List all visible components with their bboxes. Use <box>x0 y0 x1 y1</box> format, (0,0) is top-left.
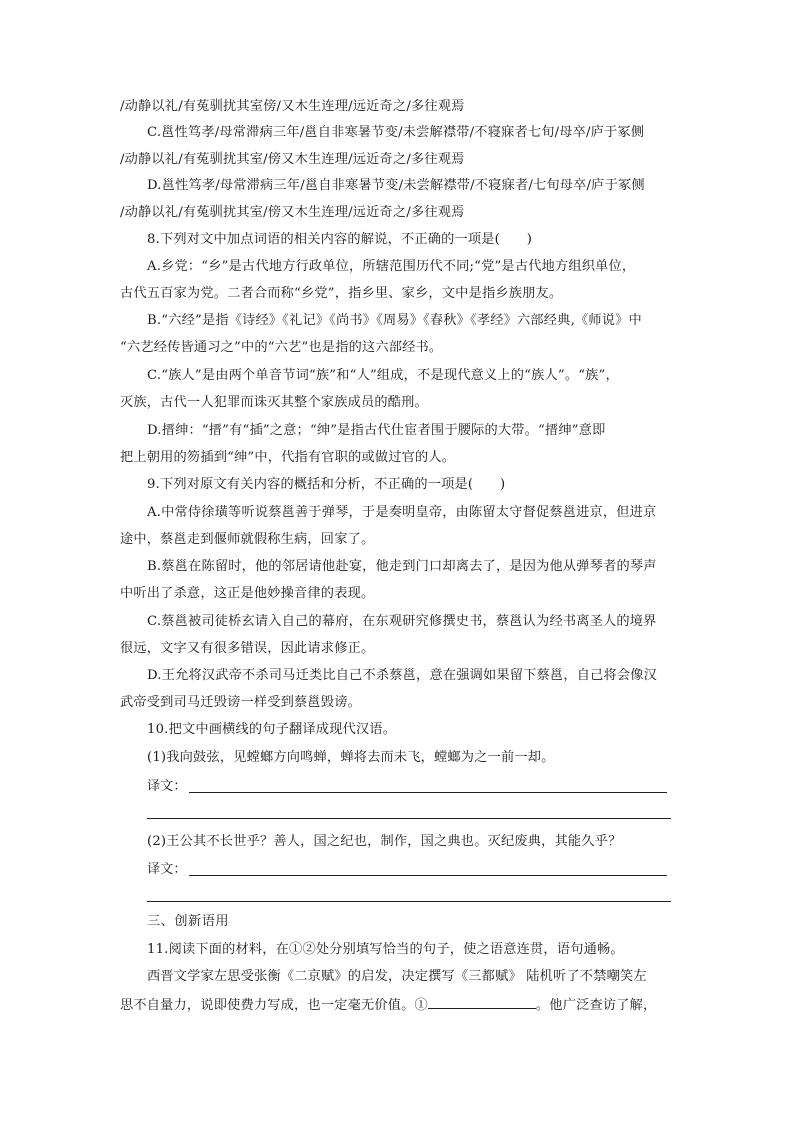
fill-blank-1[interactable] <box>428 995 536 1009</box>
q8-option-a-line2: 古代五百家为党。二者合而称“乡党”，指乡里、家乡，文中是指乡族朋友。 <box>120 286 563 301</box>
q9-option-b-line1: B.蔡邕在陈留时，他的邻居请他赴宴，他走到门口却离去了，是因为他从弹琴者的琴声 <box>147 559 657 574</box>
q8-option-d-line1: D.搢绅：“搢”有“插”之意；“绅”是指古代仕宦者围于腰际的大带。“搢绅”意即 <box>147 423 606 438</box>
option-d-line2: /动静以礼/有菟驯扰其室/傍又木生连理/远近奇之/多往观焉 <box>120 205 465 220</box>
q8-option-c-line1: C.“族人”是由两个单音节词“族”和“人”组成，不是现代意义上的“族人”。“族”， <box>147 368 619 383</box>
passage-text-after-blank: 。他广泛查访了解， <box>535 998 657 1013</box>
section-heading: 三、创新语用 <box>147 914 230 929</box>
q8-option-a-line1: A.乡党：“乡”是古代地方行政单位，所辖范围历代不同;“党”是古代地方组织单位， <box>147 259 636 274</box>
answer-line-continued[interactable] <box>147 818 671 819</box>
q8-option-c-line2: 灭族，古代一人犯罪而诛灭其整个家族成员的酷刑。 <box>120 395 428 410</box>
question-9: 9.下列对原文有关内容的概括和分析，不正确的一项是( ) <box>147 477 506 492</box>
option-d-line1: D.邕性笃孝/母常滞病三年/邕自非寒暑节变/未尝解襟带/不寝寐者/七旬母卒/庐于冢侧 <box>147 178 645 193</box>
q8-option-b-line1: B.“六经”是指《诗经》《礼记》《尚书》《周易》《春秋》《孝经》六部经典,《师说》中 <box>147 313 642 328</box>
translation-label: 译文： <box>147 779 187 794</box>
q9-option-a-line1: A.中常侍徐璜等听说蔡邕善于弹琴，于是奏明皇帝，由陈留太守督促蔡邕进京，但进京 <box>147 505 657 520</box>
q9-option-d-line1: D.王允将汉武帝不杀司马迁类比自己不杀蔡邕，意在强调如果留下蔡邕，自己将会像汉 <box>147 668 658 683</box>
q9-option-d-line2: 武帝受到司马迁毁谤一样受到蔡邕毁谤。 <box>120 695 361 710</box>
q8-option-d-line2: 把上朝用的笏插到“绅”中，代指有官职的或做过官的人。 <box>120 450 456 465</box>
q9-option-a-line2: 途中，蔡邕走到偃师就假称生病，回家了。 <box>120 532 375 547</box>
q10-sentence-2: (2)王公其不长世乎？善人，国之纪也，制作，国之典也。灭纪废典，其能久乎？ <box>147 834 622 849</box>
q9-option-c-line1: C.蔡邕被司徒桥玄请入自己的幕府，在东观研究修撰史书，蔡邕认为经书离圣人的境界 <box>147 614 657 629</box>
answer-line[interactable] <box>189 875 667 876</box>
option-b-continuation: /动静以礼/有菟驯扰其室傍/又木生连理/远近奇之/多往观焉 <box>120 99 465 114</box>
answer-line-continued[interactable] <box>147 901 671 902</box>
q10-sentence-1: (1)我向鼓弦，见螳螂方向鸣蝉，蝉将去而未飞，螳螂为之一前一却。 <box>147 750 555 765</box>
q9-option-b-line2: 中听出了杀意，这正是他妙操音律的表现。 <box>120 586 375 601</box>
passage-line-1: 西晋文学家左思受张衡《二京赋》的启发，决定撰写《三都赋》 陆机听了不禁嘲笑左 <box>147 969 647 984</box>
option-c-line1: C.邕性笃孝/母常滞病三年/邕自非寒暑节变/未尝解襟带/不寝寐者七旬/母卒/庐于冢侧 <box>147 125 645 140</box>
q10-2-answer-row[interactable] <box>147 860 667 880</box>
q8-option-b-line2: “六艺经传皆通习之”中的“六艺”也是指的这六部经书。 <box>120 340 443 355</box>
translation-label: 译文： <box>147 862 187 877</box>
q9-option-c-line2: 很远，文字又有很多错误，因此请求修正。 <box>120 641 375 656</box>
question-11: 11.阅读下面的材料，在①②处分别填写恰当的句子，使之语意连贯，语句通畅。 <box>147 942 624 957</box>
answer-line[interactable] <box>189 792 667 793</box>
q10-1-answer-row[interactable] <box>147 777 667 797</box>
passage-text-before-blank: 思不自量力，说即使费力写成，也一定毫无价值。① <box>120 998 428 1013</box>
question-8: 8.下列对文中加点词语的相关内容的解说，不正确的一项是( ) <box>147 232 533 247</box>
option-c-line2: /动静以礼/有菟驯扰其室/傍又木生连理/远近奇之/多往观焉 <box>120 152 465 167</box>
question-10: 10.把文中画横线的句子翻译成现代汉语。 <box>147 722 397 737</box>
passage-line-2 <box>120 995 680 1016</box>
